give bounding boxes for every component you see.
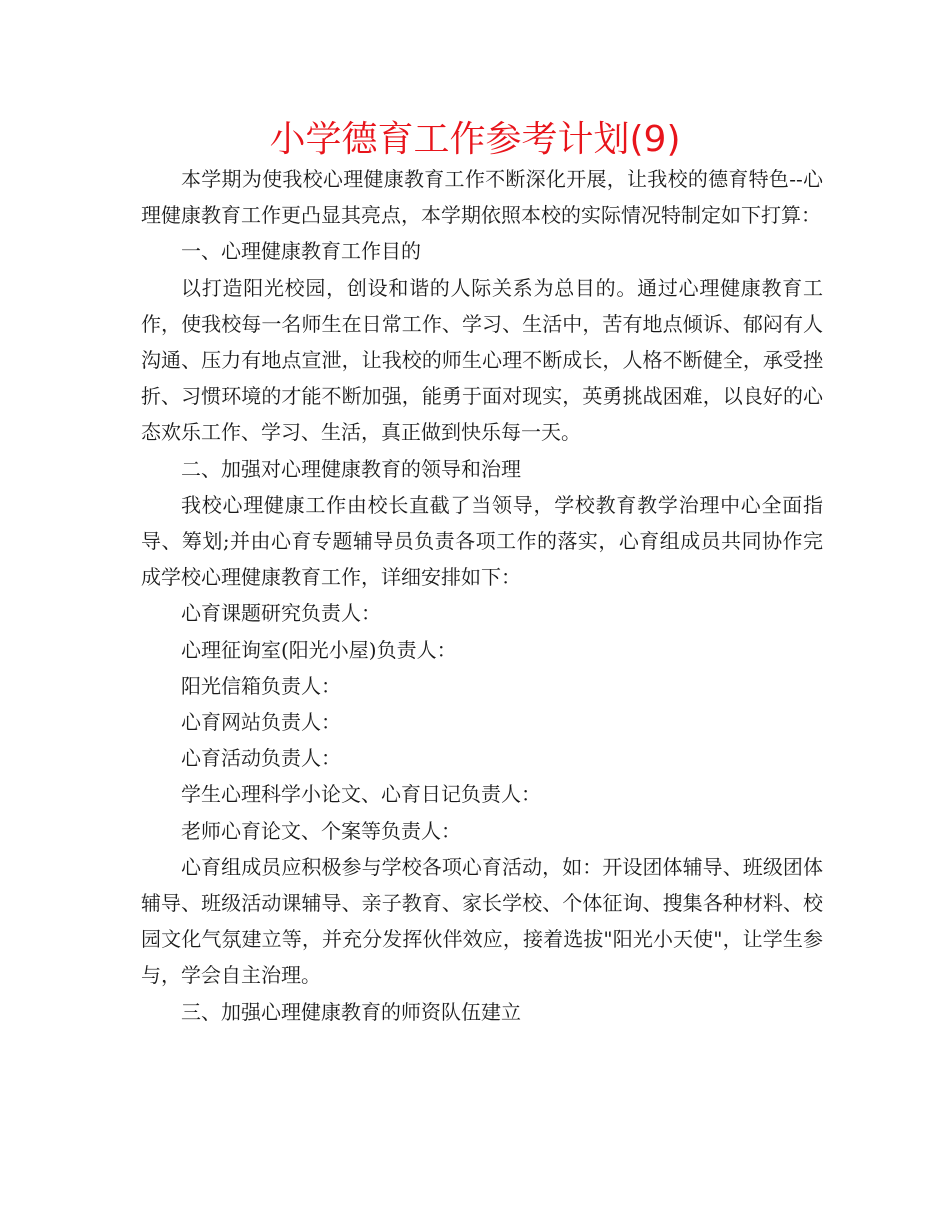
section-heading-2: 二、加强对心理健康教育的领导和治理 bbox=[181, 456, 521, 481]
responsibility-item: 学生心理科学小论文、心育日记负责人： bbox=[181, 782, 541, 807]
paragraph-leadership: 我校心理健康工作由校长直截了当领导，学校教育教学治理中心全面指导、筹划;并由心育专题辅导员负责各项工作的落实，心育组成员共同协作完成学校心理健康教育工作，详细安排如下： bbox=[141, 492, 823, 590]
document-title: 小学德育工作参考计划(9) bbox=[269, 119, 681, 160]
responsibility-item: 老师心育论文、个案等负责人： bbox=[181, 818, 461, 843]
section-heading-1: 一、心理健康教育工作目的 bbox=[181, 239, 421, 264]
responsibility-item: 心理征询室(阳光小屋)负责人： bbox=[181, 637, 457, 662]
section-heading-3: 三、加强心理健康教育的师资队伍建立 bbox=[181, 999, 521, 1024]
paragraph-intro: 本学期为使我校心理健康教育工作不断深化开展，让我校的德育特色--心理健康教育工作更凸显其亮点，本学期依照本校的实际情况特制定如下打算： bbox=[141, 167, 823, 228]
responsibility-item: 心育活动负责人： bbox=[181, 746, 341, 771]
paragraph-activities: 心育组成员应积极参与学校各项心育活动，如：开设团体辅导、班级团体辅导、班级活动课辅导、亲子教育、家长学校、个体征询、搜集各种材料、校园文化气氛建立等，并充分发挥伙伴效应，接着选拔"阳光小天使"，让学生参与，学会自主治理。 bbox=[141, 854, 823, 988]
responsibility-item: 心育课题研究负责人： bbox=[181, 601, 381, 626]
paragraph-goal: 以打造阳光校园，创设和谐的人际关系为总目的。通过心理健康教育工作，使我校每一名师生在日常工作、学习、生活中，苦有地点倾诉、郁闷有人沟通、压力有地点宣泄，让我校的师生心理不断成长，人格不断健全，承受挫折、习惯环境的才能不断加强，能勇于面对现实，英勇挑战困难，以良好的心态欢乐工作、学习、生活，真正做到快乐每一天。 bbox=[141, 275, 823, 445]
responsibility-item: 阳光信箱负责人： bbox=[181, 673, 341, 698]
document-body bbox=[141, 161, 823, 1030]
responsibility-item: 心育网站负责人： bbox=[181, 710, 341, 735]
